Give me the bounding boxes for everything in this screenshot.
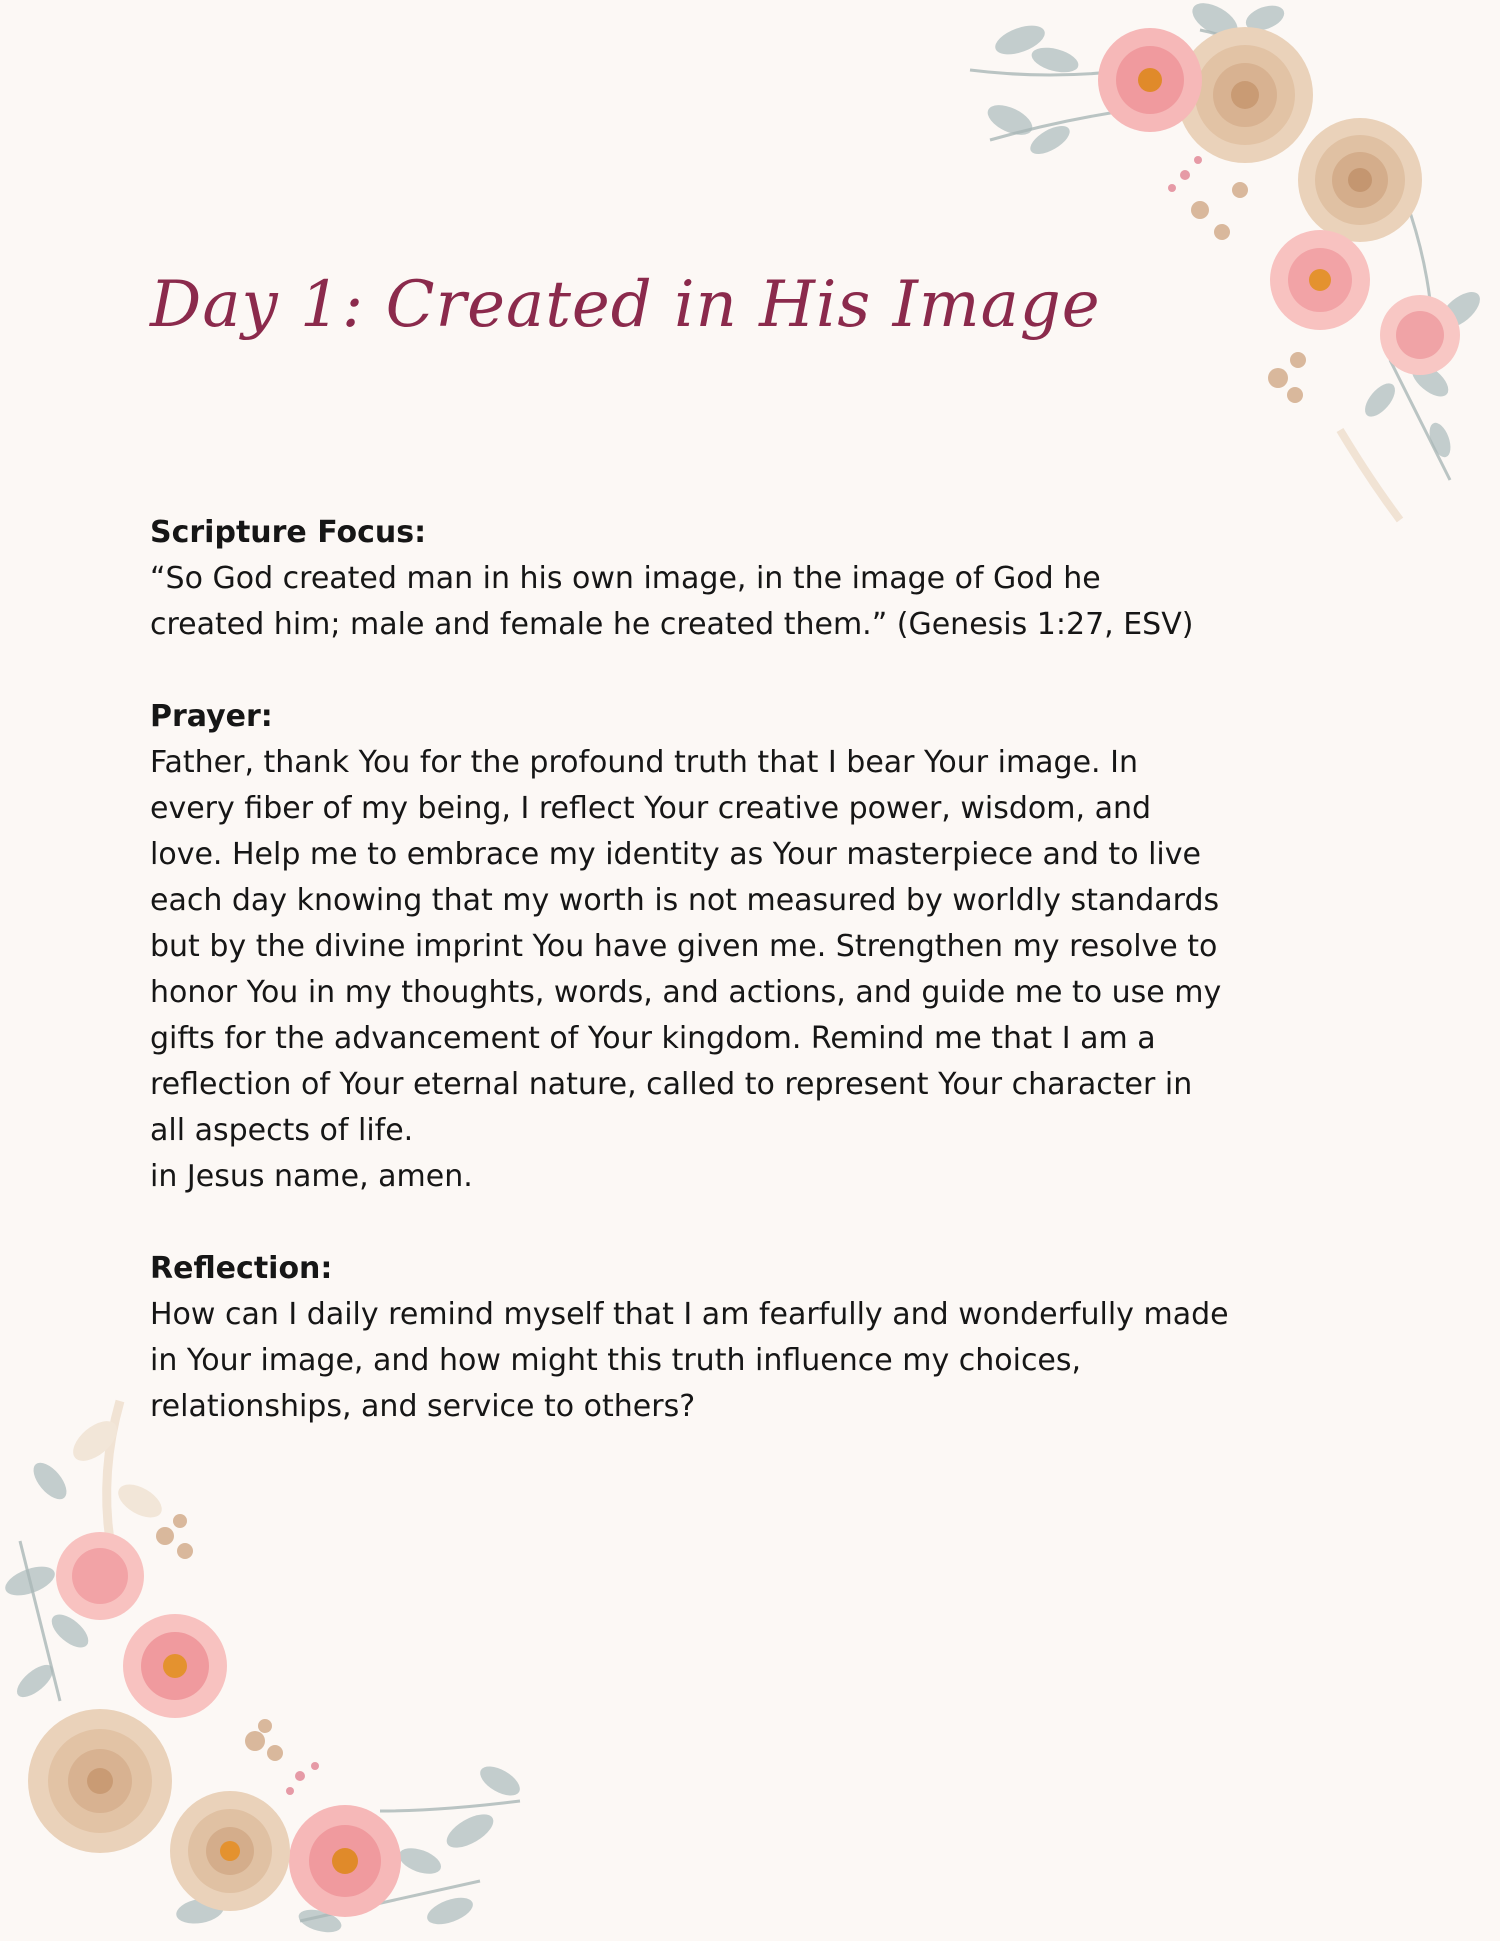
prayer-line: in Jesus name, amen. [150, 1159, 473, 1194]
prayer-line: each day knowing that my worth is not measured by worldly standards [150, 883, 1220, 918]
prayer-line: honor You in my thoughts, words, and actions, and guide me to use my [150, 975, 1222, 1010]
reflection-line: How can I daily remind myself that I am fearfully and wonderfully made [150, 1297, 1229, 1332]
prayer-line: gifts for the advancement of Your kingdom. Remind me that I am a [150, 1021, 1156, 1056]
reflection-line: relationships, and service to others? [150, 1389, 696, 1424]
devotional-content [150, 510, 1380, 1476]
prayer-line: reflection of Your eternal nature, called to represent Your character in [150, 1067, 1193, 1102]
prayer-line: every fiber of my being, I reflect Your creative power, wisdom, and [150, 791, 1152, 826]
scripture-line: “So God created man in his own image, in the image of God he [150, 561, 1101, 596]
section-heading: Reflection: [150, 1251, 333, 1286]
scripture-line: created him; male and female he created them.” (Genesis 1:27, ESV) [150, 607, 1194, 642]
floral-corner-bottom-left [0, 1381, 540, 1941]
page-title: Day 1: Created in His Image [150, 268, 1101, 342]
prayer-line: love. Help me to embrace my identity as Your masterpiece and to live [150, 837, 1201, 872]
section-heading: Scripture Focus: [150, 515, 427, 550]
prayer-line: Father, thank You for the profound truth that I bear Your image. In [150, 745, 1138, 780]
reflection-line: in Your image, and how might this truth influence my choices, [150, 1343, 1082, 1378]
prayer-line: but by the divine imprint You have given me. Strengthen my resolve to [150, 929, 1218, 964]
section-heading: Prayer: [150, 699, 273, 734]
prayer-line: all aspects of life. [150, 1113, 414, 1148]
prayer-section [150, 694, 1380, 1200]
scripture-focus-section [150, 510, 1380, 648]
